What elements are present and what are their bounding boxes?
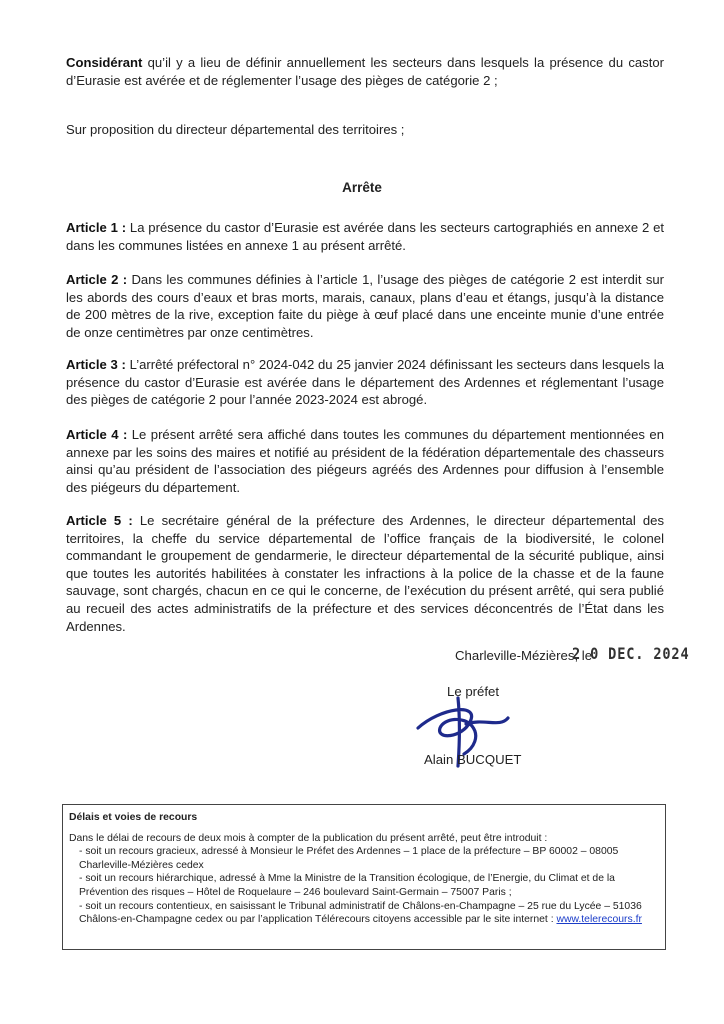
article-1-text: La présence du castor d’Eurasie est avérée dans les secteurs cartographiés en annexe 2 et dans les communes listées en annexe 1 au présent arrêté. xyxy=(66,220,665,253)
article-4-label: Article 4 : xyxy=(66,427,128,442)
recours-item-contentieux xyxy=(79,900,659,927)
article-3-label: Article 3 : xyxy=(66,357,126,372)
signature-role: Le préfet xyxy=(447,684,500,699)
recours-title: Délais et voies de recours xyxy=(69,812,198,823)
article-5-label: Article 5 : xyxy=(66,513,133,528)
considerant-text: qu’il y a lieu de définir annuellement les secteurs dans lesquels la présence du castor d’Eurasie est avérée et de réglementer l’usage des pièges de catégorie 2 ; xyxy=(66,55,664,88)
signatory-name: Alain BUCQUET xyxy=(424,752,522,767)
article-2-text: Dans les communes définies à l’article 1, l’usage des pièges de catégorie 2 est interdit sur les abords des cours d’eaux et bras morts, marais, canaux, plans d’eau et étangs, jusqu’à la distance de 200 mètres de la rive, exception faite du piège à œuf placé dans une enceinte munie d’une entrée de onze centimètres par onze centimètres. xyxy=(66,272,665,340)
recours-item-gracieux: - soit un recours gracieux, adressé à Monsieur le Préfet des Ardennes – 1 place de la préfecture – BP 60002 – 08005 Charleville-Mézières cedex xyxy=(79,846,619,871)
article-5 xyxy=(66,512,664,635)
article-4 xyxy=(66,426,664,496)
article-5-text: Le secrétaire général de la préfecture des Ardennes, le directeur départemental des territoires, la cheffe du service départemental de l’office français de la biodiversité, le colonel commandant le groupement de gendarmerie, le directeur départemental de la sécurité publique, ainsi que toutes les autorités habilitées à constater les infractions à la police de la chasse et de la faune sauvage, sont chargés, chacun en ce qui le concerne, de l’exécution du présent arrêté, qui sera publié au recueil des actes administratifs de la préfecture et des services déconcentrés de l’État dans les Ardennes. xyxy=(66,513,664,634)
considerant-lead: Considérant xyxy=(66,55,143,70)
telerecours-link[interactable]: www.telerecours.fr xyxy=(556,914,642,926)
article-4-text: Le présent arrêté sera affiché dans toutes les communes du département mentionnées en annexe par les soins des maires et notifié au président de la fédération départementale des chasseurs ainsi qu’au président de l’association des piégeurs agréés des Ardennes pour diffusion à l’ensemble des piégeurs du département. xyxy=(66,427,664,495)
recours-item-hierarchique: - soit un recours hiérarchique, adressé à Mme la Ministre de la Transition écologique, de l’Energie, du Climat et de la Prévention des risques – Hôtel de Roquelaure – 246 boulevard Saint-Germain – 75007 Paris ; xyxy=(79,873,615,898)
article-3-text: L’arrêté préfectoral n° 2024-042 du 25 janvier 2024 définissant les secteurs dans lesquels la présence du castor d’Eurasie est avérée dans le département des Ardennes et réglementant l’usage des pièges de catégorie 2 pour l’année 2023-2024 est abrogé. xyxy=(66,357,664,408)
signature-place: Charleville-Mézières, le xyxy=(455,648,593,663)
article-2-label: Article 2 : xyxy=(66,272,128,287)
article-1-label: Article 1 : xyxy=(66,220,127,235)
date-stamp: 2 0 DEC. 2024 xyxy=(572,644,690,663)
considerant-paragraph xyxy=(66,54,664,89)
arrete-title: Arrête xyxy=(342,180,382,195)
recours-intro: Dans le délai de recours de deux mois à compter de la publication du présent arrêté, peut être introduit : xyxy=(69,832,548,844)
proposition-paragraph: Sur proposition du directeur départemental des territoires ; xyxy=(66,122,405,137)
article-1 xyxy=(66,219,664,254)
recours-box xyxy=(62,804,666,950)
article-2 xyxy=(66,271,664,341)
article-3 xyxy=(66,356,664,409)
recours-item-contentieux-text: - soit un recours contentieux, en saisissant le Tribunal administratif de Châlons-en-Champagne – 25 rue du Lycée – 51036 Châlons-en-Champagne cedex ou par l’application Télérecours citoyens accessible par le site internet : xyxy=(79,900,642,926)
